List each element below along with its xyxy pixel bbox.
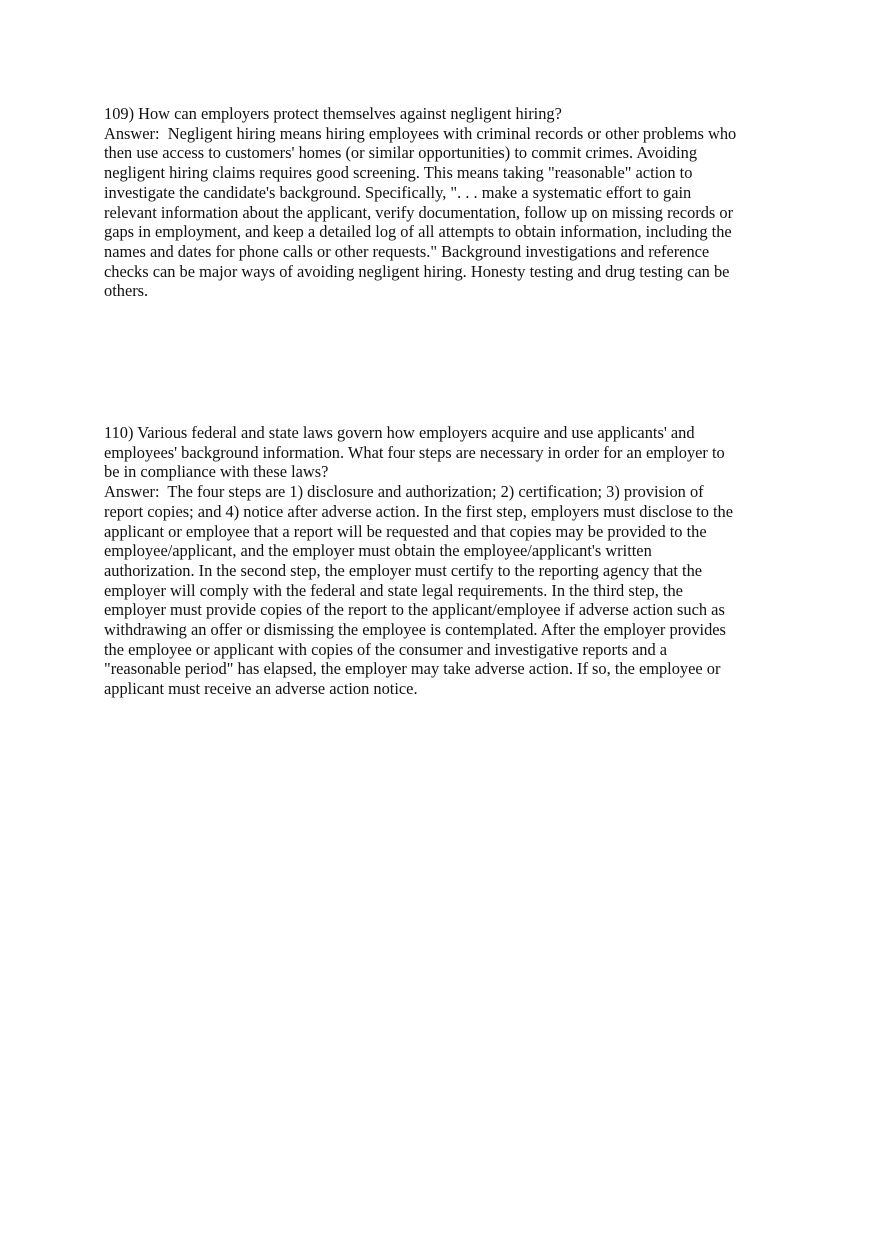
answer-109-line: gaps in employment, and keep a detailed log of all attempts to obtain information, including the [104, 222, 732, 242]
answer-110-line: employee/applicant, and the employer must obtain the employee/applicant's written [104, 541, 652, 561]
answer-110-line: employer must provide copies of the report to the applicant/employee if adverse action such as [104, 600, 725, 620]
answer-109-line: checks can be major ways of avoiding negligent hiring. Honesty testing and drug testing can be [104, 261, 730, 281]
question-110-prompt: employees' background information. What four steps are necessary in order for an employer to [104, 442, 725, 462]
question-110-prompt: be in compliance with these laws? [104, 462, 329, 482]
answer-109-line: relevant information about the applicant, verify documentation, follow up on missing records or [104, 202, 734, 222]
answer-110-line: applicant must receive an adverse action notice. [104, 679, 418, 699]
answer-110-line: authorization. In the second step, the employer must certify to the reporting agency that the [104, 560, 703, 580]
answer-109-line: others. [104, 281, 149, 301]
answer-110-line: Answer: The four steps are 1) disclosure and authorization; 2) certification; 3) provision of [104, 482, 704, 502]
question-110-prompt: 110) Various federal and state laws govern how employers acquire and use applicants' and [104, 423, 695, 442]
answer-109-line: Answer: Negligent hiring means hiring employees with criminal records or other problems who [104, 123, 737, 143]
answer-110-line: report copies; and 4) notice after adverse action. In the first step, employers must disclose to the [104, 501, 734, 521]
answer-109-line: names and dates for phone calls or other requests." Background investigations and reference [104, 241, 710, 261]
question-109-block [104, 104, 774, 301]
answer-110-line: "reasonable period" has elapsed, the employer may take adverse action. If so, the employee or [104, 659, 721, 679]
answer-109-line: then use access to customers' homes (or similar opportunities) to commit crimes. Avoiding [104, 143, 698, 163]
answer-109-line: negligent hiring claims requires good screening. This means taking "reasonable" action to [104, 163, 693, 183]
answer-110-line: applicant or employee that a report will be requested and that copies may be provided to the [104, 521, 707, 541]
answer-110-line: employer will comply with the federal and state legal requirements. In the third step, the [104, 580, 683, 600]
question-110-block [104, 423, 774, 699]
answer-110-line: the employee or applicant with copies of the consumer and investigative reports and a [104, 639, 668, 659]
question-109-prompt: 109) How can employers protect themselves against negligent hiring? [104, 104, 562, 123]
answer-109-line: investigate the candidate's background. Specifically, ". . . make a systematic effort to gain [104, 182, 692, 202]
answer-110-line: withdrawing an offer or dismissing the employee is contemplated. After the employer provides [104, 620, 726, 640]
